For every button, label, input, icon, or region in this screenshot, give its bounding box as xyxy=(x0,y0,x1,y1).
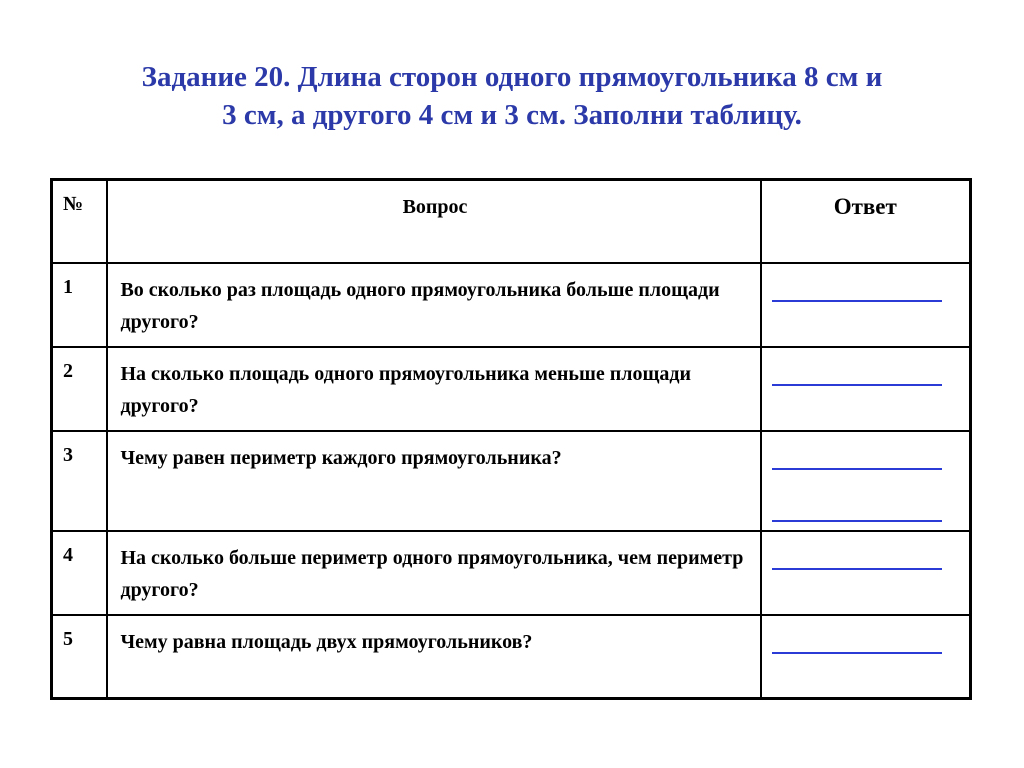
answer-blank[interactable] xyxy=(772,446,942,470)
row-number: 4 xyxy=(52,531,108,615)
row-answer xyxy=(761,347,971,431)
row-number: 1 xyxy=(52,263,108,347)
row-answer xyxy=(761,615,971,699)
header-answer: Ответ xyxy=(761,180,971,263)
answer-blank[interactable] xyxy=(772,362,942,386)
table-row xyxy=(52,263,971,347)
row-number: 2 xyxy=(52,347,108,431)
row-answer xyxy=(761,263,971,347)
row-number: 5 xyxy=(52,615,108,699)
task-title xyxy=(0,58,1024,134)
row-number: 3 xyxy=(52,431,108,531)
header-question: Вопрос xyxy=(107,180,760,263)
row-question: Во сколько раз площадь одного прямоугольника больше площади другого? xyxy=(107,263,760,347)
row-answer xyxy=(761,531,971,615)
row-question: Чему равна площадь двух прямоугольников? xyxy=(107,615,760,699)
answer-blank[interactable] xyxy=(772,278,942,302)
header-number: № xyxy=(52,180,108,263)
answer-blank[interactable] xyxy=(772,630,942,654)
row-answer xyxy=(761,431,971,531)
table-row xyxy=(52,347,971,431)
table-row xyxy=(52,531,971,615)
table-row xyxy=(52,615,971,699)
task-table xyxy=(50,178,972,700)
row-question: Чему равен периметр каждого прямоугольника? xyxy=(107,431,760,531)
answer-blank[interactable] xyxy=(772,546,942,570)
task-title-line-1: Задание 20. Длина сторон одного прямоугольника 8 см и xyxy=(141,61,883,93)
row-question: На сколько площадь одного прямоугольника меньше площади другого? xyxy=(107,347,760,431)
table-row xyxy=(52,431,971,531)
task-title-line-2: 3 см, а другого 4 см и 3 см. Заполни таблицу. xyxy=(222,99,802,131)
row-question: На сколько больше периметр одного прямоугольника, чем периметр другого? xyxy=(107,531,760,615)
table-header-row xyxy=(52,180,971,263)
answer-blank[interactable] xyxy=(772,498,942,522)
